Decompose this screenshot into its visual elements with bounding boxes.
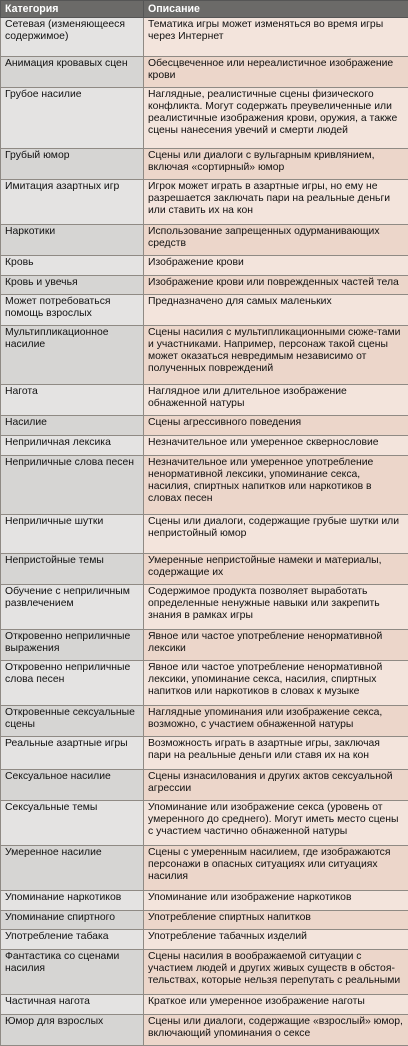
category-cell: Откровенно неприличные слова песен [1,661,144,706]
category-cell: Упоминание спиртного [1,910,144,930]
description-cell: Употребление табачных изделий [144,930,408,950]
table-row [1,1014,408,1045]
table-row [1,994,408,1014]
description-cell: Наглядные, реалистичные сцены физического конфликта. Могут содержать преувеличенные или реалистичные изображения крови, оружия, а также сцены нанесения увечий и смерти людей [144,88,408,148]
table-row [1,179,408,224]
description-cell: Упоминание или изображение наркотиков [144,891,408,911]
table-row [1,737,408,769]
category-cell: Упоминание наркотиков [1,891,144,911]
description-cell: Незначительное или умеренное сквернословие [144,436,408,456]
category-cell: Грубый юмор [1,148,144,179]
description-cell: Тематика игры может изменяться во время игры через Интернет [144,18,408,57]
description-cell: Явное или частое употребление ненормативной лексики [144,630,408,661]
table-row [1,800,408,845]
table-row [1,295,408,326]
description-cell: Изображение крови [144,255,408,275]
table-row [1,275,408,295]
table-row [1,436,408,456]
description-cell: Возможность играть в азартные игры, заключая пари на реальные деньги или ставя их на кон [144,737,408,769]
category-cell: Сексуальные темы [1,800,144,845]
description-cell: Сцены насилия в воображаемой ситуации с участием людей и других живых существ в обстоя-тельствах, которые нельзя перепутать с реальными [144,949,408,994]
table-row [1,769,408,800]
category-cell: Откровенные сексуальные сцены [1,706,144,737]
category-cell: Юмор для взрослых [1,1014,144,1045]
description-cell: Краткое или умеренное изображение наготы [144,994,408,1014]
category-cell: Сетевая (изменяющееся содержимое) [1,18,144,57]
category-cell: Реальные азартные игры [1,737,144,769]
table-body [1,18,408,1046]
table-row [1,949,408,994]
category-cell: Непристойные темы [1,553,144,584]
category-cell: Откровенно неприличные выражения [1,630,144,661]
table-header-row [1,1,408,18]
description-cell: Сцены с умеренным насилием, где изображаются персонажи в опасных ситуациях или ситуациях насилия [144,845,408,890]
header-description: Описание [144,1,408,18]
description-cell: Упоминание или изображение секса (уровень от умеренного до среднего). Могут иметь место сцены с участием частично обнаженной натуры [144,800,408,845]
category-cell: Наркотики [1,224,144,255]
table-row [1,224,408,255]
header-category: Категория [1,1,144,18]
category-cell: Обучение с неприличным развлечением [1,584,144,629]
table-row [1,18,408,57]
category-cell: Нагота [1,385,144,416]
description-cell: Незначительное или умеренное употребление ненормативной лексики, упоминание секса, насилия, спиртных напитков или наркотиков в словах песен [144,455,408,514]
table-row [1,514,408,553]
category-cell: Мультипликационное насилие [1,326,144,385]
description-cell: Сцены или диалоги, содержащие грубые шутки или непристойный юмор [144,514,408,553]
table-row [1,630,408,661]
category-cell: Неприличная лексика [1,436,144,456]
category-cell: Сексуальное насилие [1,769,144,800]
category-cell: Имитация азартных игр [1,179,144,224]
table-row [1,661,408,706]
description-cell: Наглядное или длительное изображение обнаженной натуры [144,385,408,416]
description-cell: Использование запрещенных одурманивающих средств [144,224,408,255]
description-cell: Предназначено для самых маленьких [144,295,408,326]
table-row [1,910,408,930]
category-cell: Грубое насилие [1,88,144,148]
category-cell: Может потребоваться помощь взрослых [1,295,144,326]
table-row [1,326,408,385]
category-cell: Частичная нагота [1,994,144,1014]
category-cell: Умеренное насилие [1,845,144,890]
description-cell: Игрок может играть в азартные игры, но ему не разрешается заключать пари на реальные деньги или ставить их на кон [144,179,408,224]
category-cell: Насилие [1,416,144,436]
description-cell: Сцены или диалоги, содержащие «взрослый» юмор, включающий упоминания о сексе [144,1014,408,1045]
description-cell: Употребление спиртных напитков [144,910,408,930]
table-row [1,88,408,148]
description-cell: Изображение крови или поврежденных частей тела [144,275,408,295]
table-row [1,845,408,890]
table-row [1,148,408,179]
description-cell: Сцены агрессивного поведения [144,416,408,436]
description-cell: Умеренные непристойные намеки и материалы, содержащие их [144,553,408,584]
description-cell: Обесцвеченное или нереалистичное изображение крови [144,57,408,88]
table-row [1,255,408,275]
description-cell: Содержимое продукта позволяет выработать определенные ненужные навыки или закрепить знания в рамках игры [144,584,408,629]
category-cell: Фантастика со сценами насилия [1,949,144,994]
category-cell: Анимация кровавых сцен [1,57,144,88]
description-cell: Сцены насилия с мультипликационными сюже-тами и участниками. Например, персонаж такой сцены может оказаться невредимым независимо от полученных повреждений [144,326,408,385]
description-cell: Сцены изнасилования и других актов сексуальной агрессии [144,769,408,800]
table-row [1,706,408,737]
table-row [1,57,408,88]
description-cell: Сцены или диалоги с вульгарным кривлянием, включая «сортирный» юмор [144,148,408,179]
category-cell: Неприличные слова песен [1,455,144,514]
table-row [1,891,408,911]
category-cell: Употребление табака [1,930,144,950]
table-row [1,584,408,629]
table-row [1,553,408,584]
table-row [1,416,408,436]
category-cell: Кровь и увечья [1,275,144,295]
table-row [1,385,408,416]
description-cell: Наглядные упоминания или изображение секса, возможно, с участием обнаженной натуры [144,706,408,737]
category-cell: Неприличные шутки [1,514,144,553]
table-row [1,455,408,514]
table-row [1,930,408,950]
description-cell: Явное или частое употребление ненормативной лексики, упоминание секса, насилия, спиртных напитков или наркотиков в словах к музыке [144,661,408,706]
category-cell: Кровь [1,255,144,275]
